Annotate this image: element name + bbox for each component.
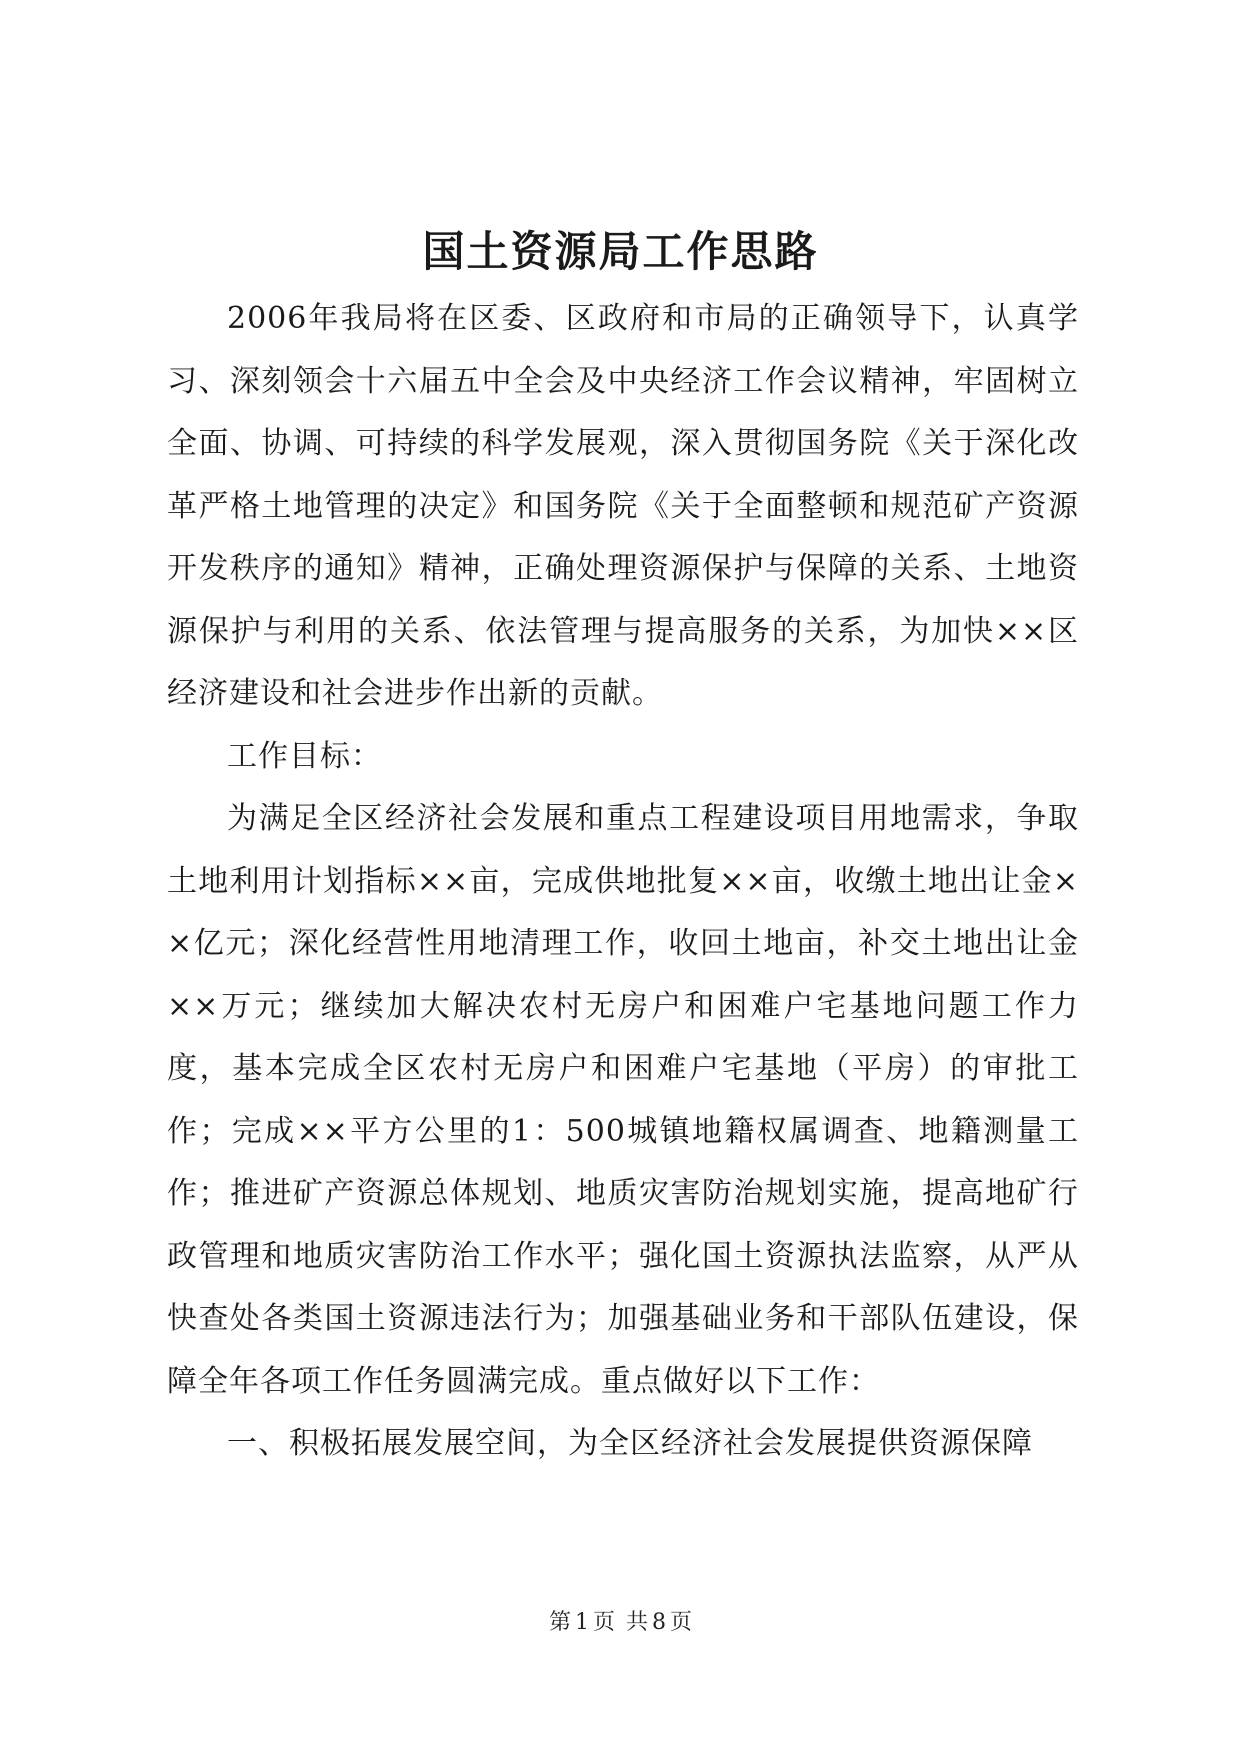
document-title: 国土资源局工作思路 [422,227,819,276]
footer-total-suffix: 页 [670,1610,693,1635]
paragraph-intro: 2006年我局将在区委、区政府和市局的正确领导下，认真学习、深刻领会十六届五中全会及中央经济工作会议精神，牢固树立全面、协调、可持续的科学发展观，深入贯彻国务院《关于深化改革严格土地管理的决定》和国务院《关于全面整顿和规范矿产资源开发秩序的通知》精神，正确处理资源保护与保障的关系、土地资源保护与利用的关系、依法管理与提高服务的关系，为加快××区经济建设和社会进步作出新的贡献。 [167,301,1079,711]
page-footer [0,1608,1241,1638]
section-heading-1: 一、积极拓展发展空间，为全区经济社会发展提供资源保障 [227,1426,1033,1461]
footer-total-prefix: 共 [626,1610,649,1635]
footer-current-page: 1 [574,1610,589,1635]
footer-total-pages: 8 [652,1610,667,1635]
paragraph-goals: 为满足全区经济社会发展和重点工程建设项目用地需求，争取土地利用计划指标××亩，完成供地批复××亩，收缴土地出让金××亿元；深化经营性用地清理工作，收回土地亩，补交土地出让金××万元；继续加大解决农村无房户和困难户宅基地问题工作力度，基本完成全区农村无房户和困难户宅基地（平房）的审批工作；完成××平方公里的1：500城镇地籍权属调查、地籍测量工作；推进矿产资源总体规划、地质灾害防治规划实施，提高地矿行政管理和地质灾害防治工作水平；强化国土资源执法监察，从严从快查处各类国土资源违法行为；加强基础业务和干部队伍建设，保障全年各项工作任务圆满完成。重点做好以下工作： [167,801,1079,1399]
footer-page-label: 页 [592,1610,615,1635]
paragraph-goal-heading: 工作目标： [227,738,382,774]
footer-prefix: 第 [548,1610,571,1635]
document-body [167,288,1079,1476]
